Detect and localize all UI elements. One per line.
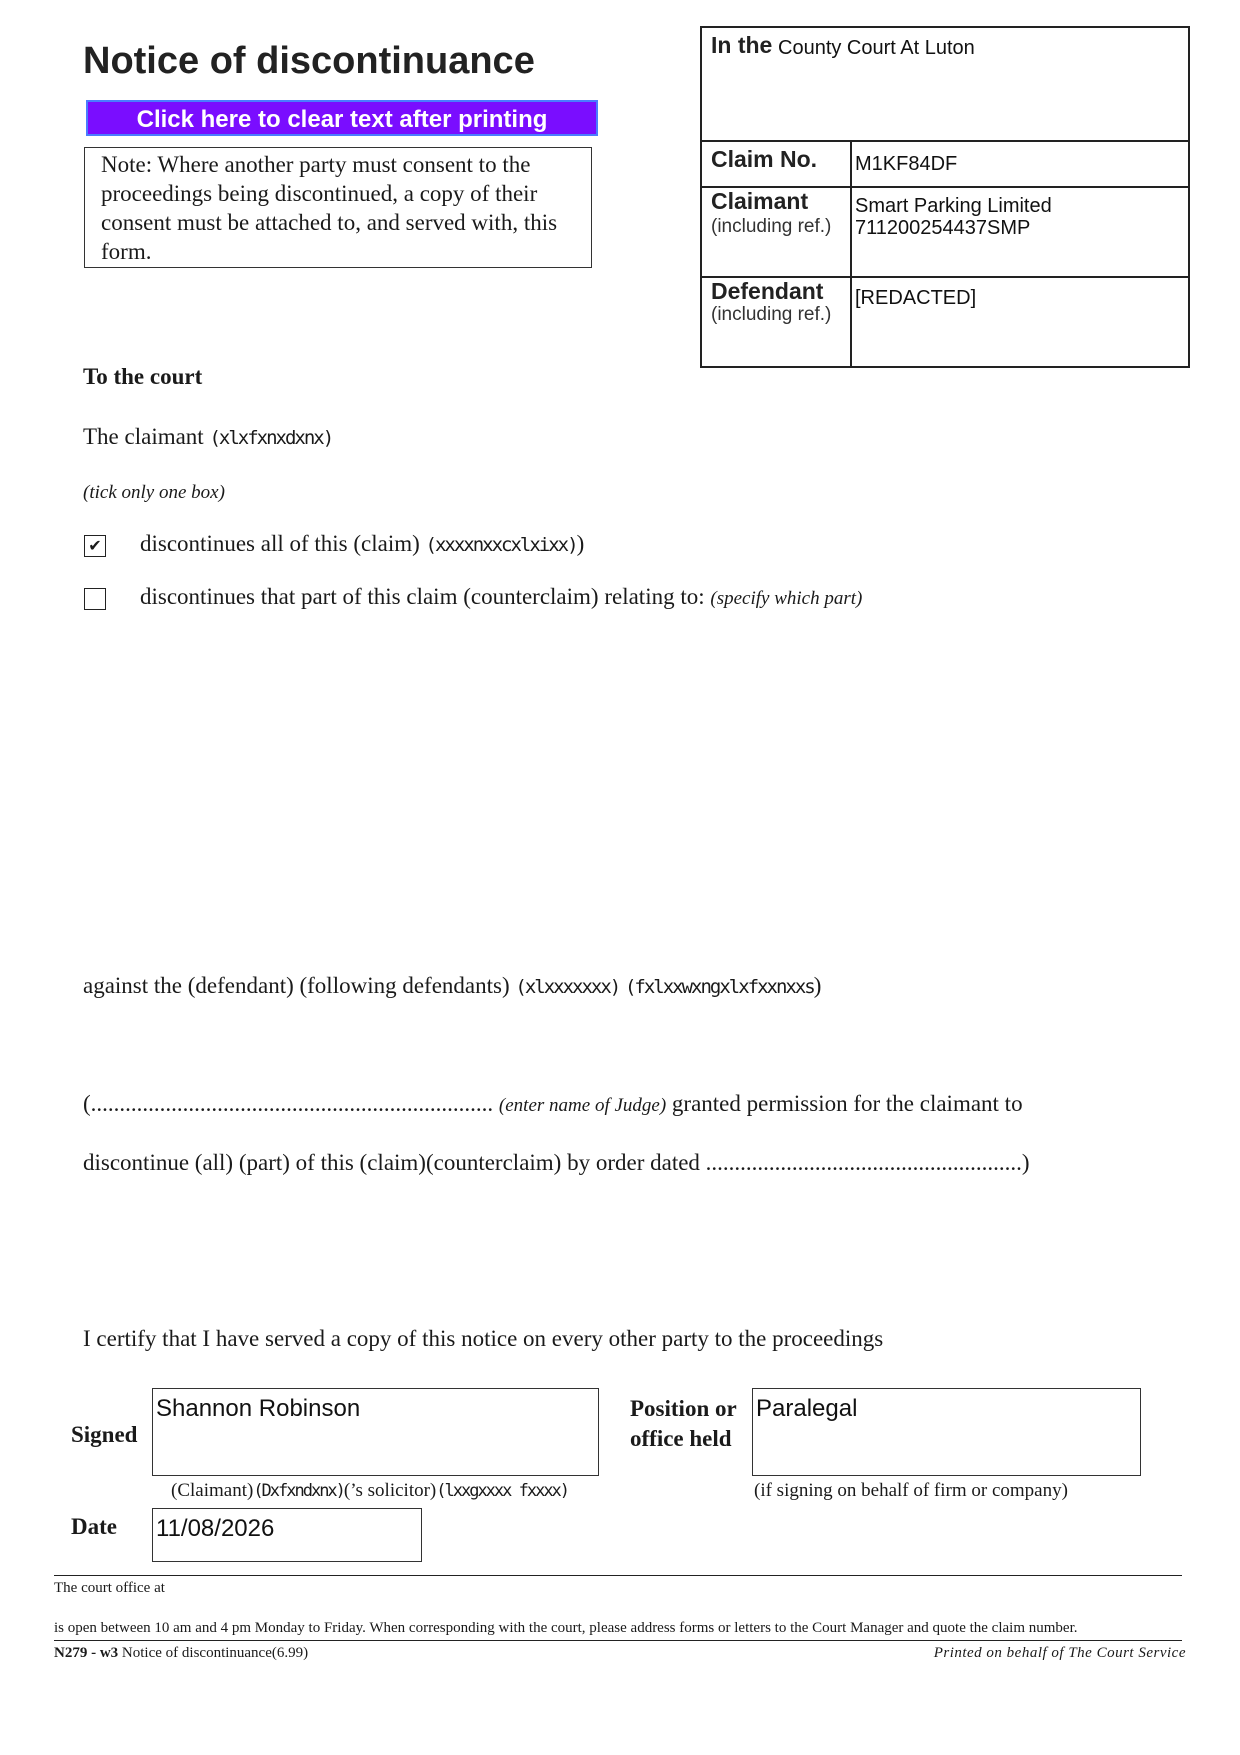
- against-text: against the (defendant) (following defendants): [83, 973, 510, 998]
- against-defendant-line: [83, 973, 821, 999]
- the-claimant-text: The claimant: [83, 424, 204, 449]
- claim-no-label: Claim No.: [711, 146, 818, 172]
- signer-role-caption: [171, 1480, 568, 1502]
- signed-field[interactable]: Shannon Robinson: [152, 1388, 599, 1476]
- clear-text-button[interactable]: Click here to clear text after printing: [86, 100, 598, 136]
- table-column-divider: [850, 140, 852, 366]
- defendant-option-overprint: (xlxxxxxxx): [515, 976, 620, 998]
- to-the-court-heading: To the court: [83, 364, 203, 389]
- solicitor-role: (’s solicitor): [343, 1480, 437, 1501]
- form-name: Notice of discontinuance(6.99): [121, 1645, 309, 1661]
- signed-label: Signed: [71, 1422, 138, 1447]
- claimant-line: [83, 424, 332, 450]
- date-label: Date: [71, 1514, 117, 1539]
- footer-rule-top: [54, 1575, 1182, 1576]
- judge-name-hint: (enter name of Judge): [498, 1095, 667, 1116]
- printed-by: Printed on behalf of The Court Service: [933, 1645, 1186, 1661]
- discontinue-all-text: discontinues all of this (claim): [140, 531, 420, 556]
- claimant-name-field[interactable]: Smart Parking Limited: [855, 195, 1052, 217]
- position-caption: (if signing on behalf of firm or company): [754, 1480, 1068, 1501]
- claimant-ref-field[interactable]: 711200254437SMP: [855, 217, 1031, 239]
- certify-statement: I certify that I have served a copy of this notice on every other party to the proceedings: [83, 1326, 884, 1351]
- claim-no-field[interactable]: M1KF84DF: [855, 153, 958, 175]
- discontinue-order-line: discontinue (all) (part) of this (claim)(counterclaim) by order dated .......................................................): [83, 1150, 1030, 1175]
- date-field[interactable]: 11/08/2026: [152, 1508, 422, 1562]
- discontinue-part-line: [140, 584, 862, 610]
- claim-option-overprint: (xxxxnxxcxlxixx): [425, 534, 577, 556]
- discontinue-part-text: discontinues that part of this claim (counterclaim) relating to:: [140, 584, 705, 609]
- court-name-field[interactable]: County Court At Luton: [778, 37, 975, 59]
- page-title: Notice of discontinuance: [83, 40, 535, 82]
- defendant-ref-label: (including ref.): [711, 304, 832, 325]
- consent-note: Note: Where another party must consent to the proceedings being discontinued, a copy of their consent must be attached to, and served with, this form.: [84, 147, 592, 268]
- closing-paren: ): [576, 531, 585, 556]
- position-field[interactable]: Paralegal: [752, 1388, 1141, 1476]
- table-divider: [702, 140, 1188, 142]
- tick-instruction: (tick only one box): [83, 482, 225, 503]
- claimant-label: Claimant: [711, 188, 809, 214]
- court-details-table: [700, 26, 1190, 368]
- specify-part-hint: (specify which part): [710, 588, 863, 609]
- footer-rule-bottom: [54, 1640, 1182, 1641]
- form-reference: [54, 1645, 308, 1662]
- court-office-field[interactable]: [240, 1578, 1180, 1618]
- defendant-label: Defendant: [711, 278, 824, 304]
- judge-permission-text: granted permission for the claimant to: [671, 1091, 1023, 1116]
- position-label-line2: office held: [630, 1426, 732, 1451]
- defendant-role-overprint: (Dxfxndxnx): [253, 1481, 344, 1501]
- judge-permission-line: [83, 1091, 1023, 1117]
- judge-name-dots: (......................................................................: [83, 1091, 494, 1116]
- claimant-ref-label: (including ref.): [711, 216, 832, 237]
- discontinue-all-line: [140, 531, 584, 557]
- discontinue-all-checkbox[interactable]: ✔: [84, 535, 106, 557]
- opening-hours-text: is open between 10 am and 4 pm Monday to Friday. When corresponding with the court, please address forms or letters to the Court Manager and quote the claim number.: [54, 1620, 1078, 1636]
- discontinue-part-checkbox[interactable]: [84, 588, 106, 610]
- court-office-text: The court office at: [54, 1580, 165, 1596]
- position-label-line1: Position or: [630, 1396, 737, 1421]
- claimant-role: (Claimant): [171, 1480, 254, 1501]
- in-the-label: In the: [711, 32, 773, 58]
- form-code: N279 - w3: [54, 1645, 119, 1661]
- litigation-friend-overprint: (lxxgxxxx fxxxx): [436, 1481, 569, 1501]
- position-label: [630, 1394, 737, 1454]
- defendant-field[interactable]: [REDACTED]: [855, 287, 977, 309]
- part-specification-field[interactable]: [140, 620, 1190, 960]
- defendants-option-overprint: (fxlxxwxngxlxfxxnxxs: [624, 976, 814, 998]
- closing-paren: ): [813, 973, 822, 998]
- claimant-option-overprint: (xlxfxnxdxnx): [209, 427, 333, 449]
